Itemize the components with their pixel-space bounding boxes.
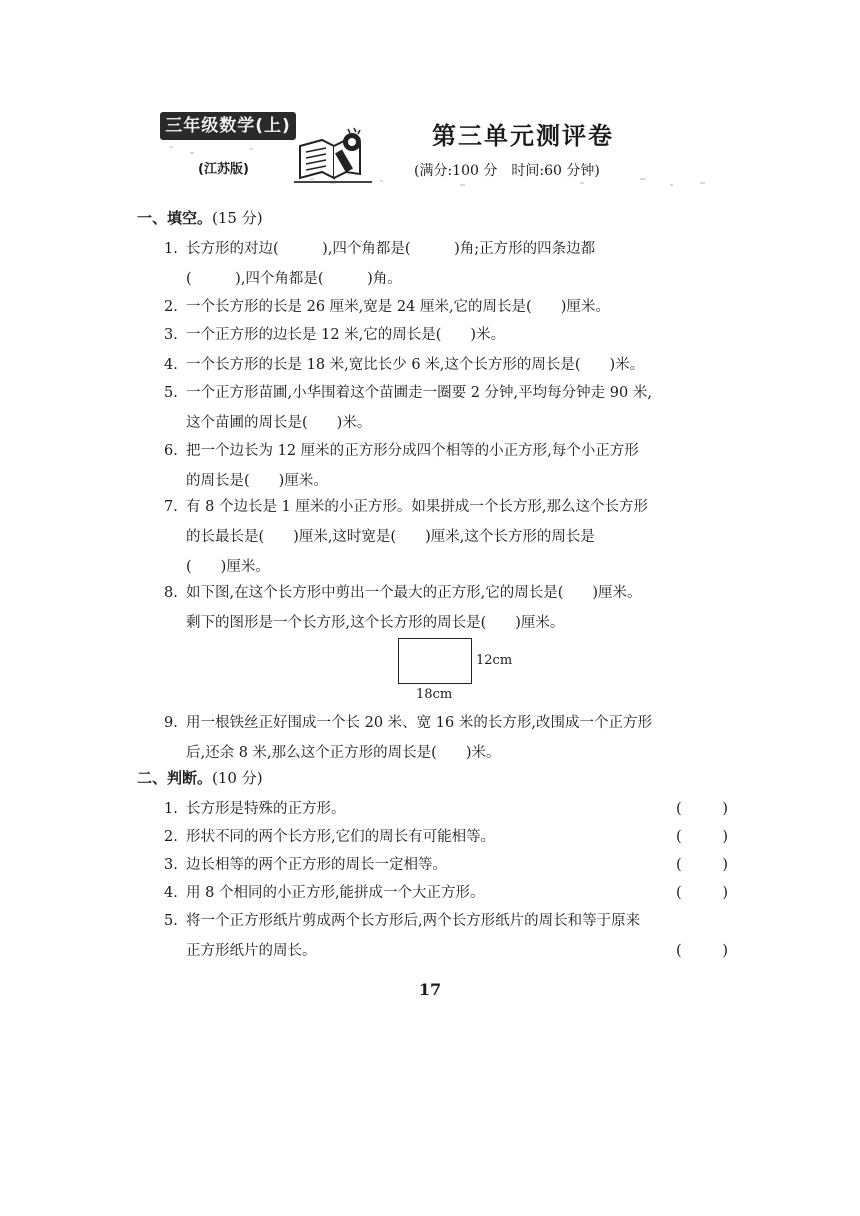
question-number: 9. [164, 715, 178, 731]
question-text: 将一个正方形纸片剪成两个长方形后,两个长方形纸片的周长和等于原来 [186, 913, 641, 929]
question-text: 这个苗圃的周长是( )米。 [186, 415, 372, 431]
question-number: 3. [164, 857, 178, 873]
question-text: 长方形是特殊的正方形。 [186, 801, 346, 817]
question-number: 6. [164, 443, 178, 459]
worksheet-header [160, 108, 720, 188]
question-number: 2. [164, 829, 178, 845]
answer-blank[interactable]: ( ) [676, 829, 728, 845]
question-text: 的周长是( )厘米。 [186, 473, 328, 489]
rectangle-shape [398, 638, 472, 684]
question-text: 一个长方形的长是 18 米,宽比长少 6 米,这个长方形的周长是( )米。 [186, 357, 645, 373]
question-number: 5. [164, 385, 178, 401]
question-text: 一个长方形的长是 26 厘米,宽是 24 厘米,它的周长是( )厘米。 [186, 299, 610, 315]
fill-question-8 [164, 578, 728, 638]
rectangle-width-label: 12cm [476, 653, 513, 668]
question-number: 8. [164, 585, 178, 601]
question-number: 3. [164, 327, 178, 343]
fill-question-5 [164, 378, 728, 438]
answer-blank[interactable]: ( ) [676, 943, 728, 959]
question-number: 4. [164, 885, 178, 901]
section-judge-points: (10 分) [212, 769, 263, 787]
question-number: 4. [164, 357, 178, 373]
grade-badge: 三年级数学(上) [160, 112, 296, 140]
question-text: 把一个边长为 12 厘米的正方形分成四个相等的小正方形,每个小正方形 [186, 443, 639, 459]
page-title: 第三单元测评卷 [432, 122, 614, 150]
question-text: 一个正方形的边长是 12 米,它的周长是( )米。 [186, 327, 506, 343]
fill-question-3 [164, 320, 728, 350]
score-time-info: (满分:100 分 时间:60 分钟) [414, 163, 600, 179]
judge-question-5 [164, 906, 728, 966]
question-text: 正方形纸片的周长。 [186, 943, 317, 959]
question-text: ( )厘米。 [186, 559, 270, 575]
question-text: 用一根铁丝正好围成一个长 20 米、宽 16 米的长方形,改围成一个正方形 [186, 715, 652, 731]
question-number: 1. [164, 801, 178, 817]
fill-question-9 [164, 708, 728, 768]
question-number: 7. [164, 499, 178, 515]
question-text: 长方形的对边( ),四个角都是( )角;正方形的四条边都 [186, 241, 596, 257]
question-text: 的长最长是( )厘米,这时宽是( )厘米,这个长方形的周长是 [186, 529, 595, 545]
question-text: 后,还余 8 米,那么这个正方形的周长是( )米。 [186, 745, 501, 761]
rectangle-figure [398, 638, 518, 704]
answer-blank[interactable]: ( ) [676, 885, 728, 901]
section-fill-in-label: 一、填空。 [137, 209, 213, 227]
fill-question-4 [164, 350, 728, 380]
section-judge-label: 二、判断。 [137, 769, 213, 787]
judge-question-4 [164, 878, 728, 908]
question-text: 有 8 个边长是 1 厘米的小正方形。如果拼成一个长方形,那么这个长方形 [186, 499, 648, 515]
question-number: 2. [164, 299, 178, 315]
judge-question-1 [164, 794, 728, 824]
section-judge-title [137, 767, 263, 788]
judge-question-2 [164, 822, 728, 852]
edition-label: (江苏版) [198, 162, 249, 177]
question-text: ( ),四个角都是( )角。 [186, 271, 402, 287]
fill-question-1 [164, 234, 728, 294]
section-fill-in-points: (15 分) [212, 209, 263, 227]
question-text: 如下图,在这个长方形中剪出一个最大的正方形,它的周长是( )厘米。 [186, 585, 642, 601]
answer-blank[interactable]: ( ) [676, 857, 728, 873]
question-text: 边长相等的两个正方形的周长一定相等。 [186, 857, 447, 873]
question-text: 一个正方形苗圃,小华围着这个苗圃走一圈要 2 分钟,平均每分钟走 90 米, [186, 385, 652, 401]
question-number: 5. [164, 913, 178, 929]
rectangle-length-label: 18cm [416, 687, 453, 702]
fill-question-2 [164, 292, 728, 322]
question-number: 1. [164, 241, 178, 257]
question-text: 用 8 个相同的小正方形,能拼成一个大正方形。 [186, 885, 485, 901]
fill-question-7 [164, 492, 728, 582]
answer-blank[interactable]: ( ) [676, 801, 728, 817]
question-text: 形状不同的两个长方形,它们的周长有可能相等。 [186, 829, 496, 845]
question-text: 剩下的图形是一个长方形,这个长方形的周长是( )厘米。 [186, 615, 565, 631]
page-number: 17 [418, 980, 442, 999]
book-magnifier-icon [294, 126, 372, 184]
judge-question-3 [164, 850, 728, 880]
fill-question-6 [164, 436, 728, 496]
section-fill-in-title [137, 207, 263, 228]
